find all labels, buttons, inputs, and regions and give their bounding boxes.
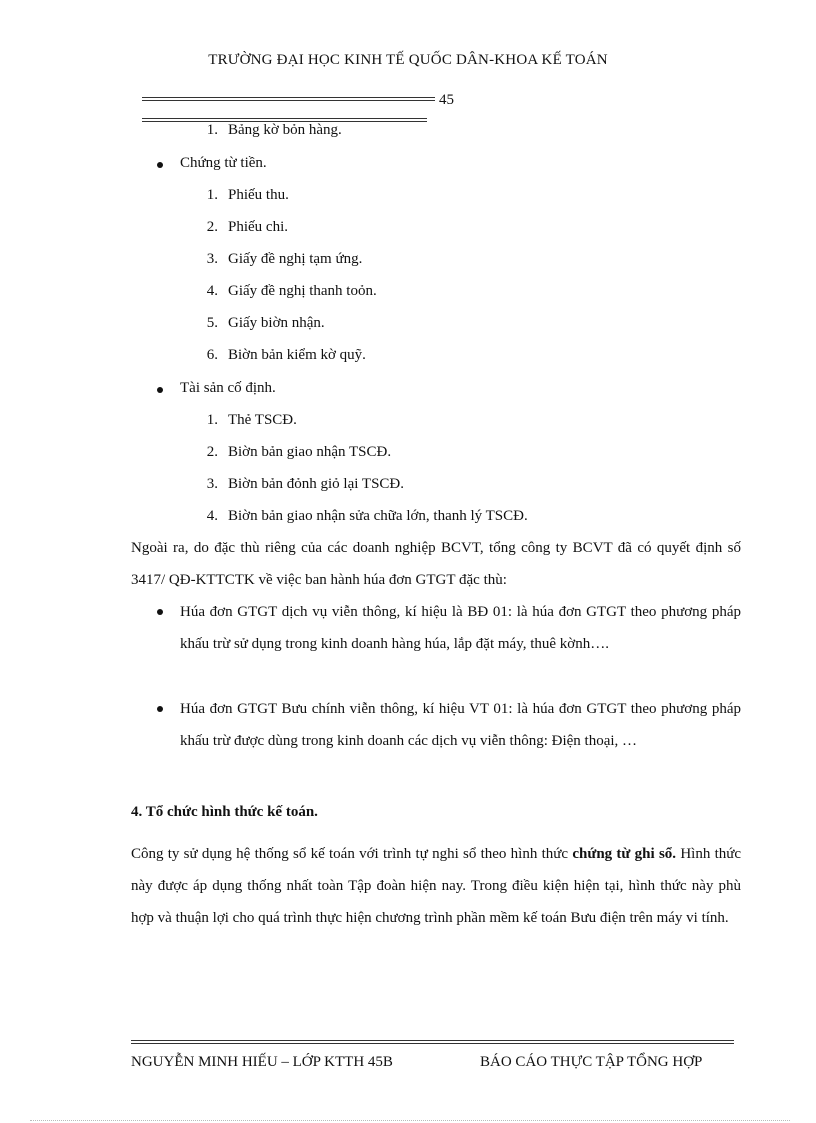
- invoice-item-bd01: Húa đơn GTGT dịch vụ viễn thông, kí hiệu là BĐ 01: là húa đơn GTGT theo phương pháp khấu trừ sử dụng trong kinh doanh hàng húa, lắp đặt máy, thuê kờnh….: [180, 604, 741, 652]
- page-header-title: TRƯỜNG ĐẠI HỌC KINH TẾ QUỐC DÂN-KHOA KẾ TOÁN: [208, 52, 608, 68]
- bold-term: chứng từ ghi sổ.: [572, 846, 677, 862]
- bullet-icon: [157, 387, 163, 393]
- intro-paragraph: Ngoài ra, do đặc thù riêng của các doanh nghiệp BCVT, tổng công ty BCVT đã có quyết định số 3417/ QĐ-KTTCTK về việc ban hành húa đơn GTGT đặc thù:: [131, 540, 741, 588]
- footer-report-title: BÁO CÁO THỰC TẬP TỔNG HỢP: [480, 1054, 703, 1070]
- bullet-icon: [157, 609, 163, 615]
- bullet-icon: [157, 162, 163, 168]
- invoice-item-vt01: Húa đơn GTGT Bưu chính viễn thông, kí hiệu VT 01: là húa đơn GTGT theo phương pháp khấu trừ được dùng trong kinh doanh các dịch vụ viễn thông: Điện thoại, …: [180, 701, 741, 749]
- bullet-icon: [157, 706, 163, 712]
- list-heading-assets: Tài sản cố định.: [180, 380, 276, 396]
- list-heading-cash: Chứng từ tiền.: [180, 155, 267, 171]
- section-paragraph: Công ty sử dụng hệ thống sổ kế toán với trình tự nghi sổ theo hình thức chứng từ ghi sổ. Hình thức này được áp dụng thống nhất toàn Tập đoàn hiện nay. Trong điều kiện hiện tại, hình thức này phù hợp và thuận lợi cho quá trình thực hiện chương trình phần mềm kế toán Bưu điện trên máy vi tính.: [131, 846, 742, 926]
- page-bottom-dotted-line: [30, 1120, 790, 1121]
- section-heading: 4. Tổ chức hình thức kế toán.: [131, 804, 318, 820]
- footer-author: NGUYỄN MINH HIẾU – LỚP KTTH 45B: [131, 1054, 393, 1070]
- page-number: 45: [439, 92, 454, 108]
- footer-rule: [131, 1040, 734, 1044]
- header-rule-top: [142, 97, 435, 101]
